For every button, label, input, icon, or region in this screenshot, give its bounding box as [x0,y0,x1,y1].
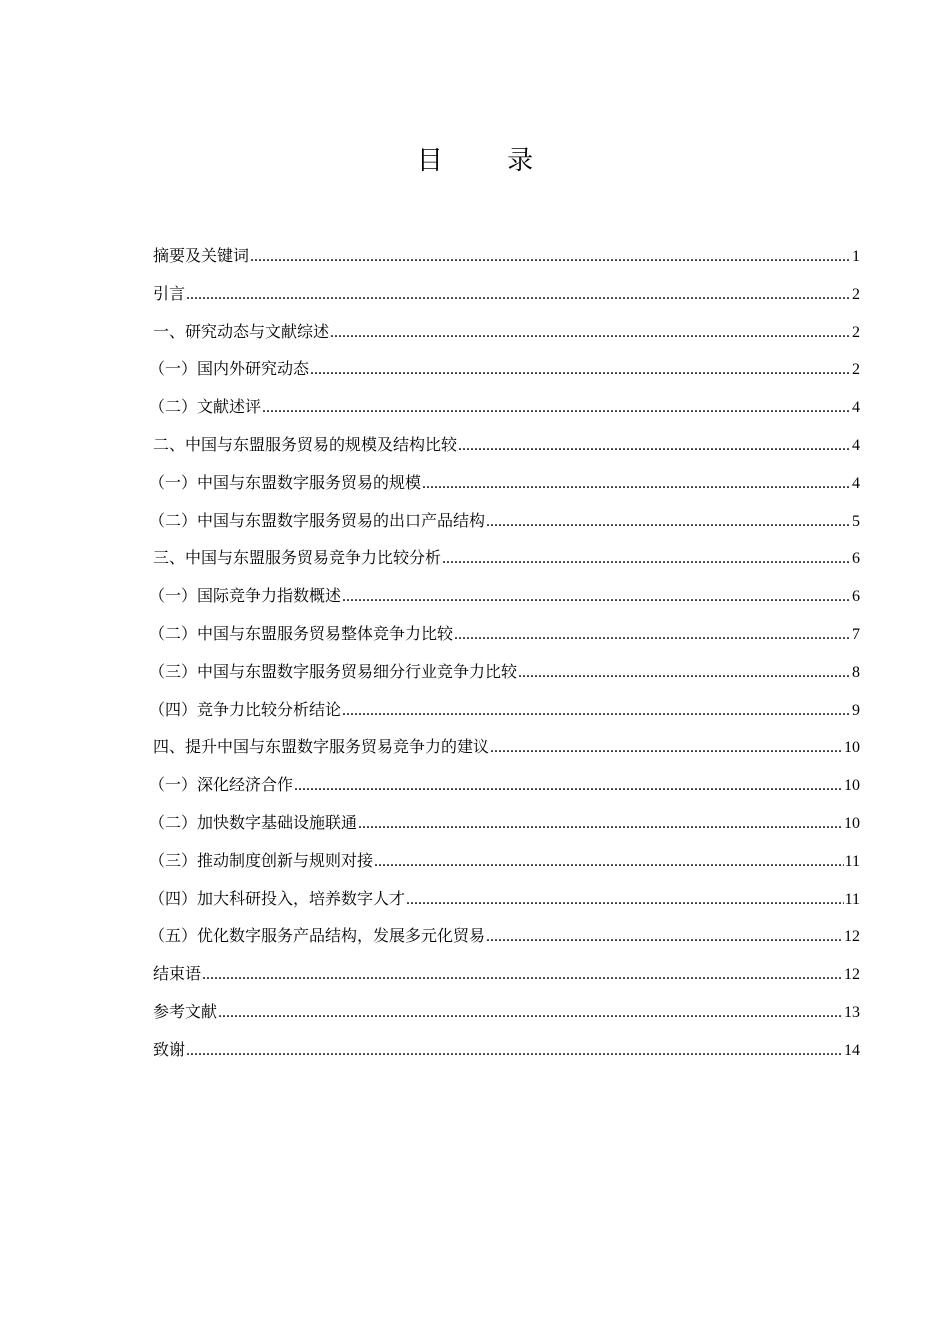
toc-page-number: 11 [844,852,860,870]
toc-page-number: 4 [852,436,860,454]
toc-leader-dots [218,999,843,1027]
toc-entry[interactable] [153,318,860,356]
toc-entry[interactable] [149,620,860,658]
toc-leader-dots [490,734,843,762]
toc-entry-label: （四）加大科研投入，培养数字人才 [149,888,406,908]
toc-page-number: 9 [852,701,860,719]
toc-entry-label: （二）中国与东盟服务贸易整体竞争力比较 [149,623,454,643]
toc-entry-label: 四、提升中国与东盟数字服务贸易竞争力的建议 [153,737,490,757]
toc-entry-label: 结束语 [153,964,202,984]
toc-page-number: 6 [852,588,860,606]
toc-page-number: 12 [844,966,860,984]
toc-entry[interactable] [149,582,860,620]
toc-entry[interactable] [149,809,860,847]
toc-leader-dots [202,961,843,989]
toc-leader-dots [294,772,843,800]
toc-entry[interactable] [149,355,860,393]
toc-entry-label: （五）优化数字服务产品结构，发展多元化贸易 [149,926,486,946]
toc-page-number: 14 [844,1041,860,1059]
toc-entry[interactable] [153,431,860,469]
toc-leader-dots [454,621,851,649]
toc-leader-dots [342,697,851,725]
toc-entry-label: 二、中国与东盟服务贸易的规模及结构比较 [153,434,458,454]
toc-entry-label: 三、中国与东盟服务贸易竞争力比较分析 [153,548,442,568]
toc-page-number: 2 [852,323,860,341]
toc-entry[interactable] [149,885,860,923]
toc-page-number: 4 [852,474,860,492]
toc-leader-dots [486,923,843,951]
toc-entry[interactable] [153,242,860,280]
toc-entry-label: （一）深化经济合作 [149,775,294,795]
title-char-1: 目 [416,146,443,176]
toc-leader-dots [422,470,851,498]
toc-leader-dots [518,659,851,687]
toc-leader-dots [250,243,851,271]
toc-page-number: 11 [844,890,860,908]
toc-leader-dots [186,1037,843,1065]
toc-entry-label: （四）竞争力比较分析结论 [149,699,342,719]
toc-leader-dots [342,583,851,611]
toc-page-number: 10 [844,814,860,832]
toc-entry[interactable] [149,696,860,734]
toc-leader-dots [358,810,843,838]
toc-page-number: 10 [844,777,860,795]
toc-entry[interactable] [149,922,860,960]
toc-page-number: 5 [852,512,860,530]
toc-entry[interactable] [149,847,860,885]
toc-entry-label: （三）推动制度创新与规则对接 [149,850,374,870]
toc-entry-label: 致谢 [153,1039,186,1059]
toc-leader-dots [442,545,851,573]
toc-entry[interactable] [149,393,860,431]
toc-entry[interactable] [149,507,860,545]
toc-entry-label: 一、研究动态与文献综述 [153,321,330,341]
toc-page-number: 13 [844,1003,860,1021]
toc-leader-dots [330,319,851,347]
toc-page-number: 4 [852,399,860,417]
toc-entry-label: 摘要及关键词 [153,246,250,265]
toc-page-number: 10 [844,739,860,757]
toc-leader-dots [310,356,851,384]
toc-leader-dots [262,394,851,422]
toc-entry-label: （一）国际竞争力指数概述 [149,586,342,606]
toc-entry-label: 参考文献 [153,1001,218,1021]
toc-entry-label: （一）中国与东盟数字服务贸易的规模 [149,472,422,492]
toc-page-number: 1 [852,248,860,265]
toc-entry-label: （二）文献述评 [149,397,262,417]
toc-entry[interactable] [153,544,860,582]
toc-page-number: 2 [852,361,860,379]
toc-entry[interactable] [153,1036,860,1074]
toc-leader-dots [458,432,851,460]
toc-entry-label: （二）加快数字基础设施联通 [149,812,358,832]
toc-entry[interactable] [149,771,860,809]
toc-entry[interactable] [153,960,860,998]
page-title [0,140,950,177]
toc-leader-dots [186,281,851,309]
toc-leader-dots [374,848,844,876]
title-char-2: 录 [507,146,534,176]
toc-entry[interactable] [153,998,860,1036]
toc-page-number: 7 [852,625,860,643]
toc-entry-label: （三）中国与东盟数字服务贸易细分行业竞争力比较 [149,661,518,681]
toc-leader-dots [406,886,844,914]
toc-entry[interactable] [149,658,860,696]
table-of-contents [149,242,860,1074]
toc-page-number: 2 [852,285,860,303]
toc-entry[interactable] [153,280,860,318]
toc-entry-label: （二）中国与东盟数字服务贸易的出口产品结构 [149,510,486,530]
toc-page-number: 6 [852,550,860,568]
toc-page-number: 12 [844,928,860,946]
toc-page-number: 8 [852,663,860,681]
toc-leader-dots [486,508,851,536]
toc-entry-label: 引言 [153,283,186,303]
toc-entry[interactable] [153,733,860,771]
toc-entry-label: （一）国内外研究动态 [149,359,310,379]
toc-entry[interactable] [149,469,860,507]
